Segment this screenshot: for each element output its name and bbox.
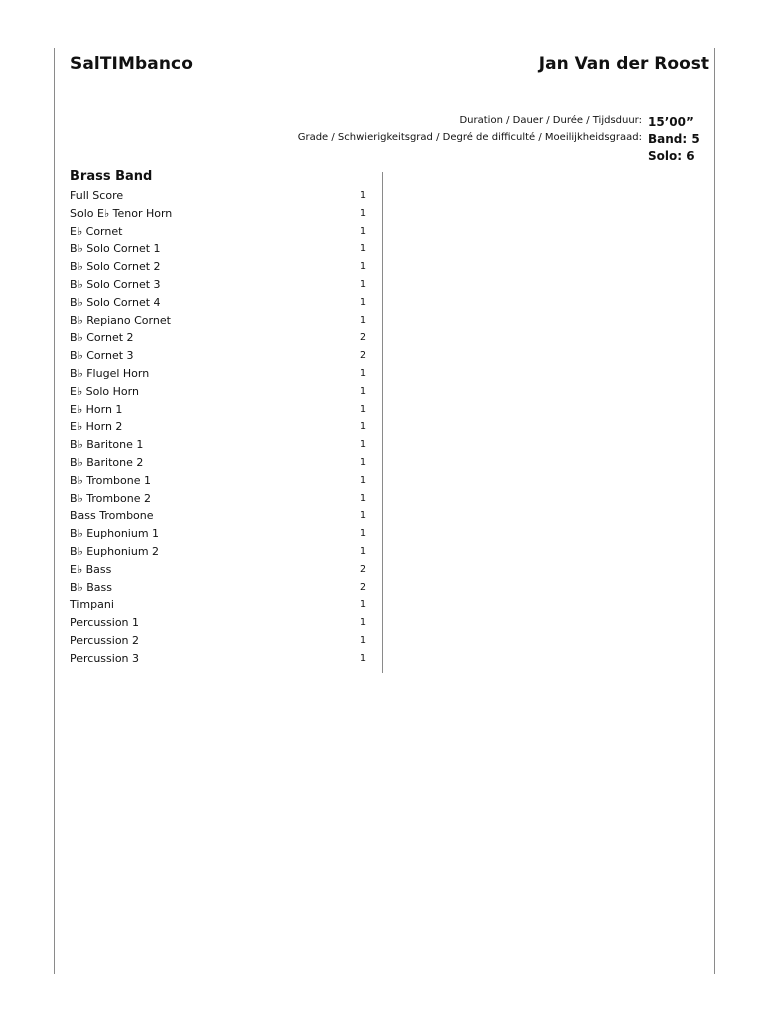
part-name: E♭ Horn 2	[70, 420, 123, 434]
part-name: B♭ Solo Cornet 4	[70, 295, 161, 309]
duration-value: 15’00”	[648, 115, 694, 129]
part-name: B♭ Baritone 2	[70, 455, 144, 469]
part-row	[70, 187, 370, 205]
part-quantity: 1	[359, 314, 366, 326]
part-row	[70, 472, 370, 490]
part-quantity: 1	[359, 403, 366, 415]
part-name: B♭ Cornet 2	[70, 331, 134, 345]
part-quantity: 1	[359, 492, 366, 504]
part-quantity: 1	[359, 456, 366, 468]
part-row	[70, 579, 370, 597]
part-row	[70, 240, 370, 258]
part-quantity: 1	[359, 385, 366, 397]
part-name: B♭ Flugel Horn	[70, 366, 150, 380]
part-quantity: 1	[359, 261, 366, 273]
part-name: Percussion 1	[70, 616, 140, 630]
piece-title: SalTIMbanco	[70, 54, 193, 74]
part-name: Solo E♭ Tenor Horn	[70, 206, 173, 220]
part-row	[70, 365, 370, 383]
part-quantity: 1	[359, 510, 366, 522]
part-quantity: 1	[359, 545, 366, 557]
part-quantity: 1	[359, 528, 366, 540]
column-divider	[382, 172, 383, 673]
part-name: B♭ Repiano Cornet	[70, 313, 171, 327]
part-row	[70, 525, 370, 543]
part-name: Percussion 2	[70, 633, 140, 647]
part-name: E♭ Cornet	[70, 224, 123, 238]
left-margin-rule	[54, 48, 55, 974]
part-name: B♭ Cornet 3	[70, 349, 134, 363]
right-margin-rule	[714, 48, 715, 974]
part-quantity: 2	[359, 350, 366, 362]
part-quantity: 1	[359, 474, 366, 486]
part-row	[70, 650, 370, 668]
part-quantity: 1	[359, 243, 366, 255]
part-quantity: 1	[359, 367, 366, 379]
part-name: E♭ Solo Horn	[70, 384, 139, 398]
part-row	[70, 258, 370, 276]
part-row	[70, 632, 370, 650]
part-name: B♭ Trombone 2	[70, 491, 152, 505]
part-name: B♭ Solo Cornet 1	[70, 242, 161, 256]
part-quantity: 1	[359, 225, 366, 237]
part-name: B♭ Solo Cornet 2	[70, 260, 161, 274]
part-quantity: 2	[359, 332, 366, 344]
part-row	[70, 543, 370, 561]
part-name: Bass Trombone	[70, 509, 154, 523]
part-name: E♭ Horn 1	[70, 402, 123, 416]
part-row	[70, 223, 370, 241]
grade-solo-value: Solo: 6	[648, 149, 695, 163]
part-quantity: 1	[359, 599, 366, 611]
part-name: B♭ Euphonium 2	[70, 544, 160, 558]
part-quantity: 1	[359, 421, 366, 433]
part-quantity: 1	[359, 207, 366, 219]
section-title: Brass Band	[70, 169, 153, 184]
part-quantity: 1	[359, 617, 366, 629]
part-name: B♭ Bass	[70, 580, 112, 594]
part-name: B♭ Euphonium 1	[70, 527, 160, 541]
parts-list	[70, 187, 370, 668]
part-name: B♭ Solo Cornet 3	[70, 277, 161, 291]
part-row	[70, 596, 370, 614]
part-quantity: 1	[359, 190, 366, 201]
part-row	[70, 329, 370, 347]
part-name: B♭ Trombone 1	[70, 473, 152, 487]
part-name: Percussion 3	[70, 651, 140, 665]
part-row	[70, 205, 370, 223]
composer-name: Jan Van der Roost	[538, 54, 709, 74]
part-row	[70, 454, 370, 472]
part-row	[70, 561, 370, 579]
part-row	[70, 383, 370, 401]
duration-label: Duration / Dauer / Durée / Tijdsduur:	[459, 115, 642, 126]
part-row	[70, 294, 370, 312]
part-name: Full Score	[70, 189, 124, 202]
grade-label: Grade / Schwierigkeitsgrad / Degré de difficulté / Moeilijkheidsgraad:	[297, 132, 642, 143]
part-row	[70, 614, 370, 632]
part-quantity: 1	[359, 439, 366, 451]
part-row	[70, 436, 370, 454]
grade-band-value: Band: 5	[648, 132, 700, 146]
part-row	[70, 401, 370, 419]
part-row	[70, 490, 370, 508]
part-row	[70, 418, 370, 436]
part-row	[70, 276, 370, 294]
part-name: B♭ Baritone 1	[70, 438, 144, 452]
part-quantity: 1	[359, 634, 366, 646]
part-quantity: 1	[359, 652, 366, 664]
part-row	[70, 347, 370, 365]
part-row	[70, 312, 370, 330]
part-quantity: 2	[359, 581, 366, 593]
part-quantity: 1	[359, 278, 366, 290]
part-quantity: 1	[359, 296, 366, 308]
part-row	[70, 507, 370, 525]
part-quantity: 2	[359, 563, 366, 575]
part-name: Timpani	[70, 598, 114, 612]
part-name: E♭ Bass	[70, 562, 112, 576]
